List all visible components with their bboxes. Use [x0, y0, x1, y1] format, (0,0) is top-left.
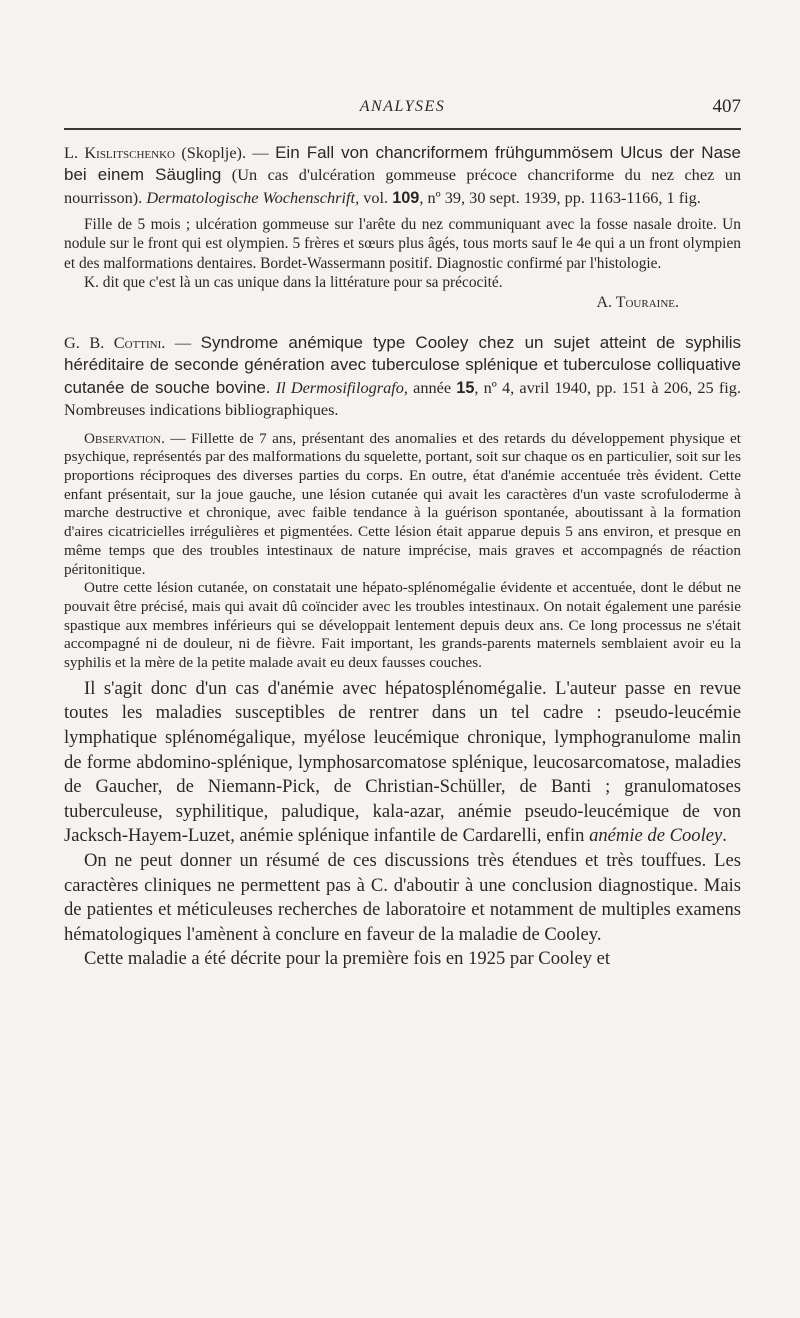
review-1-vol-prefix: vol.: [359, 187, 393, 207]
discussion-emphasis: anémie de Cooley: [589, 825, 723, 847]
review-2-journal: Il Dermosifilografo,: [270, 377, 408, 397]
discussion-paragraph: [64, 677, 741, 849]
review-1-volume: 109: [392, 188, 420, 207]
running-head: [64, 96, 741, 130]
discussion-end: .: [722, 825, 727, 847]
review-2-author: G. B. Cottini.: [64, 333, 166, 353]
observation-continued: Outre cette lésion cutanée, on constatait une hépato-splénomégalie évidente et accentuée, dont le début ne pouvait être précisé, mais qui avait dû coïncider avec les troubles intestinaux. On notait également une parésie spastique aux membres inférieurs qui se développait lentement depuis deux ans. Ce long processus ne s'était accompagné ni de douleur, ni de fièvre. Fait important, les grands-parents maternels semblaient avoir eu la syphilis et la mère de la petite malade avait eu deux fausses couches.: [64, 579, 741, 672]
review-2-year-prefix: année: [407, 377, 457, 397]
review-1-title-translation: (Un cas d'ulcération gommeuse précoce chancriforme du nez chez un nourrisson).: [64, 165, 741, 207]
review-1-author-place: (Skoplje). —: [175, 143, 276, 162]
observation-label: Observation.: [84, 429, 165, 447]
observation-paragraph: [64, 430, 741, 580]
review-2-dash: —: [165, 333, 201, 353]
review-2-title: Syndrome anémique type Cooley chez un sujet atteint de syphilis héréditaire de seconde génération avec tuberculose splénique et tuberculose colliquative cutanée de souche bovine.: [64, 333, 742, 397]
review-2-heading: [64, 332, 741, 422]
review-1-title: Ein Fall von chancriformem frühgummösem Ulcus der Nase bei einem Säugling: [64, 143, 741, 185]
review-2-citation: , nº 4, avril 1940, pp. 151 à 206, 25 fig. Nombreuses indications bibliographiques.: [64, 377, 741, 420]
review-1-journal: Dermatologische Wochenschrift,: [146, 187, 360, 207]
discussion-text: Il s'agit donc d'un cas d'anémie avec hépatosplénomégalie. L'auteur passe en revue toutes les maladies susceptibles de rentrer dans un tel cadre : pseudo-leucémie lymphatique splénomégalique, myélose leucémique chronique, lymphogranulome malin de forme abdomino-splénique, lymphosarcomatose splénique, leucosarcomatose, maladies de Gaucher, de Niemann-Pick, de Christian-Schüller, de Banti ; granulomatoses tuberculeuse, syphilitique, paludique, kala-azar, anémie pseudo-leucémique de von Jacksch-Hayem-Luzet, anémie splénique infantile de Cardarelli, enfin: [64, 677, 741, 847]
review-1-paragraph: K. dit que c'est là un cas unique dans la littérature pour sa précocité.: [84, 273, 503, 291]
review-2-number: 15: [456, 378, 475, 397]
page: [64, 96, 741, 972]
review-1-signature: A. Touraine.: [596, 294, 679, 312]
page-number: 407: [712, 96, 741, 117]
discussion-paragraph: On ne peut donner un résumé de ces discussions très étendues et très touffues. Les caractères cliniques ne permettent pas à C. d'aboutir à une conclusion diagnostique. Mais de patientes et méticuleuses recherches de laboratoire et notamment de multiples examens hématologiques l'amènent à conclure en faveur de la maladie de Cooley.: [64, 849, 741, 945]
review-1-citation: , nº 39, 30 sept. 1939, pp. 1163-1166, 1 fig.: [419, 187, 701, 207]
running-title: ANALYSES: [359, 98, 446, 115]
review-1-heading: [64, 142, 741, 209]
review-1-author: L. Kislitschenko: [64, 143, 175, 162]
discussion-paragraph: Cette maladie a été décrite pour la première fois en 1925 par Cooley et: [84, 948, 611, 970]
observation-text: — Fillette de 7 ans, présentant des anomalies et des retards du développement physique et psychique, représentés par des malformations du squelette, portant, soit sur chaque os en particulier, soit sur les proportions réciproques des diverses parties du corps. En outre, état d'anémie accentuée très évident. Cette enfant présentait, sur la joue gauche, une lésion cutanée qui avait les caractères d'un vaste scrofuloderme à marche destructive et chronique, avec faible tendance à la guérison spontanée, aboutissant à la formation d'aires cicatricielles irrégulières et pigmentées. Cette lésion était apparue depuis 5 ans environ, et presque en même temps que des troubles intestinaux de nature imprécise, mais graves et accompagnés de réaction péritonitique.: [64, 429, 741, 578]
review-1-paragraph: Fille de 5 mois ; ulcération gommeuse sur l'arête du nez communiquant avec la fosse nasale droite. Un nodule sur le front qui est olympien. 5 frères et sœurs plus âgés, tous morts sauf le 4e qui a un front olympien et des malformations dentaires. Bordet-Wassermann positif. Diagnostic confirmé par l'histologie.: [64, 216, 741, 272]
